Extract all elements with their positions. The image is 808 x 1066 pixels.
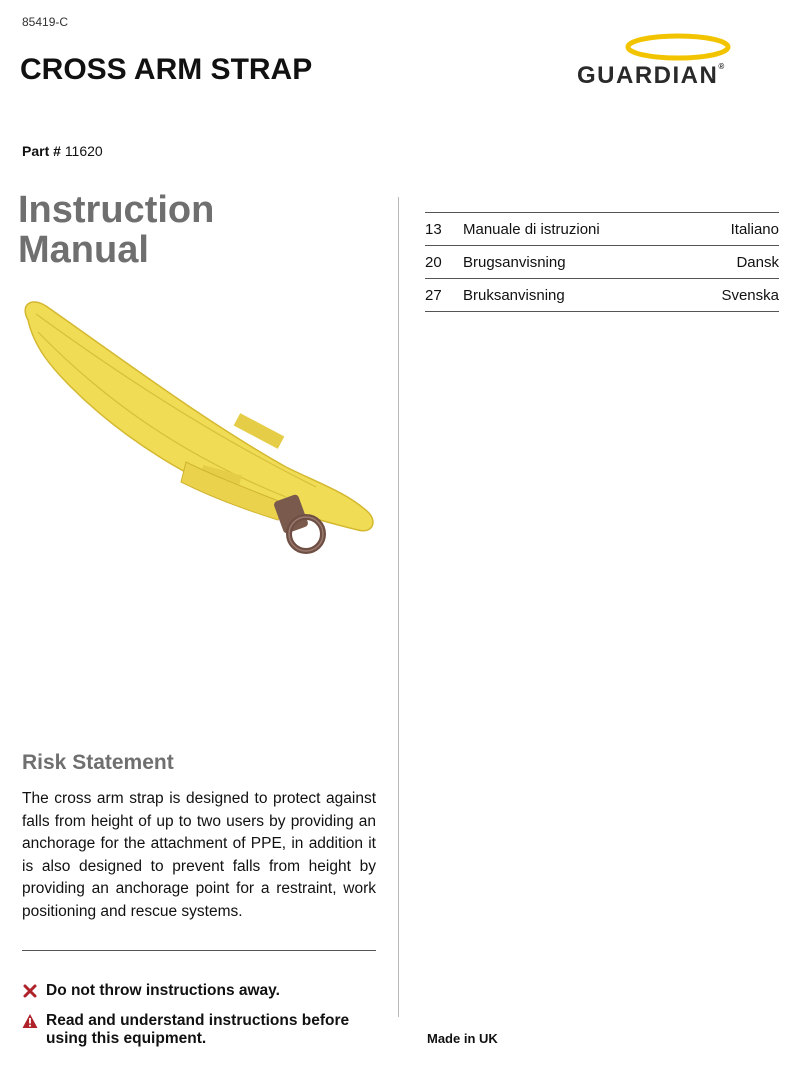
toc-title: Brugsanvisning <box>463 253 566 271</box>
toc-language: Svenska <box>721 286 779 304</box>
toc-page-number: 27 <box>425 286 442 304</box>
toc-title: Bruksanvisning <box>463 286 565 304</box>
toc-page-number: 20 <box>425 253 442 271</box>
toc-language: Italiano <box>730 220 779 238</box>
toc-page-number: 13 <box>425 220 442 238</box>
logo-text: GUARDIAN <box>577 62 719 89</box>
toc-row <box>425 213 779 246</box>
part-number-value: 11620 <box>64 143 103 159</box>
registered-mark: ® <box>718 62 725 71</box>
warning-text: Do not throw instructions away. <box>46 982 280 999</box>
product-image <box>16 292 386 582</box>
cross-arm-strap-icon <box>16 292 386 582</box>
table-of-contents <box>425 212 779 312</box>
warning-keep-instructions <box>22 982 362 1000</box>
column-divider <box>398 197 399 1017</box>
toc-title: Manuale di istruzioni <box>463 220 600 238</box>
warning-triangle-icon <box>22 1013 38 1029</box>
made-in-label: Made in UK <box>427 1031 498 1046</box>
guardian-logo <box>574 32 790 92</box>
document-code: 85419-C <box>22 15 69 29</box>
warning-text: Read and understand instructions before using this equipment. <box>46 1012 350 1047</box>
risk-statement-heading: Risk Statement <box>22 751 174 774</box>
logo-wordmark <box>577 62 724 90</box>
cross-icon <box>22 983 38 999</box>
toc-language: Dansk <box>736 253 779 271</box>
section-divider <box>22 950 376 951</box>
part-label: Part # <box>22 143 61 159</box>
product-title: CROSS ARM STRAP <box>20 53 313 86</box>
risk-statement-body: The cross arm strap is designed to protect against falls from height of up to two users by providing an anchorage for the attachment of PPE, in addition it is also designed to prevent falls from height by providing an anchorage point for a restraint, work positioning and rescue systems. <box>22 790 376 920</box>
manual-title: Instruction Manual <box>18 189 215 271</box>
warning-read-instructions <box>22 1012 382 1048</box>
part-number <box>22 143 103 159</box>
toc-row <box>425 246 779 279</box>
logo-swoosh-icon <box>574 32 790 66</box>
toc-row <box>425 279 779 312</box>
